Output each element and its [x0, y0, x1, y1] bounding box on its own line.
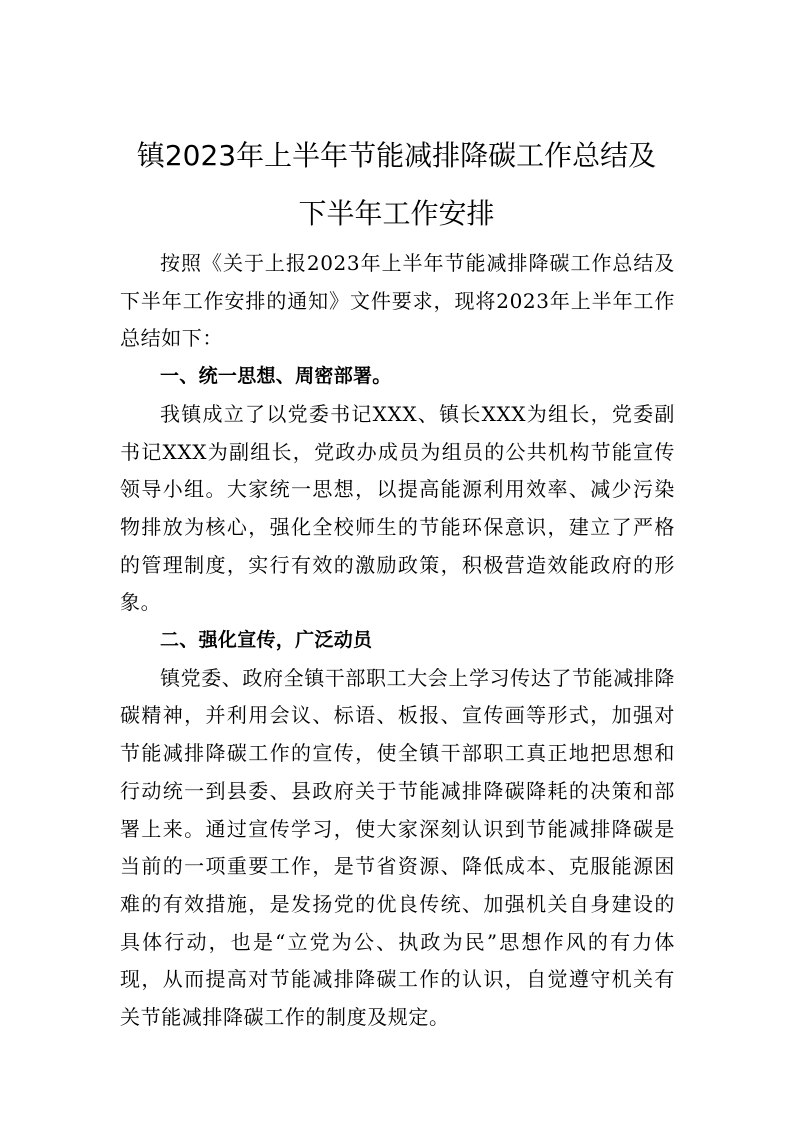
intro-paragraph: 按照《关于上报2023年上半年节能减排降碳工作总结及下半年工作安排的通知》文件要求，现将2023年上半年工作总结如下： — [120, 251, 675, 351]
document-body — [120, 245, 675, 1037]
document-title-line-1: 镇2023年上半年节能减排降碳工作总结及 — [136, 139, 657, 172]
section-paragraph-2: 镇党委、政府全镇干部职工大会上学习传达了节能减排降碳精神，并利用会议、标语、板报、宣传画等形式，加强对节能减排降碳工作的宣传，使全镇干部职工真正地把思想和行动统一到县委、县政府关于节能减排降碳降耗的决策和部署上来。通过宣传学习，使大家深刻认识到节能减排降碳是当前的一项重要工作，是节省资源、降低成本、克服能源困难的有效措施，是发扬党的优良传统、加强机关自身建设的具体行动，也是“立党为公、执政为民”思想作风的有力体现，从而提高对节能减排降碳工作的认识，自觉遵守机关有关节能减排降碳工作的制度及规定。 — [120, 665, 675, 1030]
section-paragraph-1: 我镇成立了以党委书记XXX、镇长XXX为组长，党委副书记XXX为副组长，党政办成员为组员的公共机构节能宣传领导小组。大家统一思想，以提高能源利用效率、减少污染物排放为核心，强化全校师生的节能环保意识，建立了严格的管理制度，实行有效的激励政策，积极营造效能政府的形象。 — [120, 401, 675, 615]
document-title-line-2: 下半年工作安排 — [298, 197, 495, 230]
section-heading-1: 一、统一思想、周密部署。 — [160, 365, 392, 388]
section-heading-2: 二、强化宣传，广泛动员 — [160, 629, 373, 652]
